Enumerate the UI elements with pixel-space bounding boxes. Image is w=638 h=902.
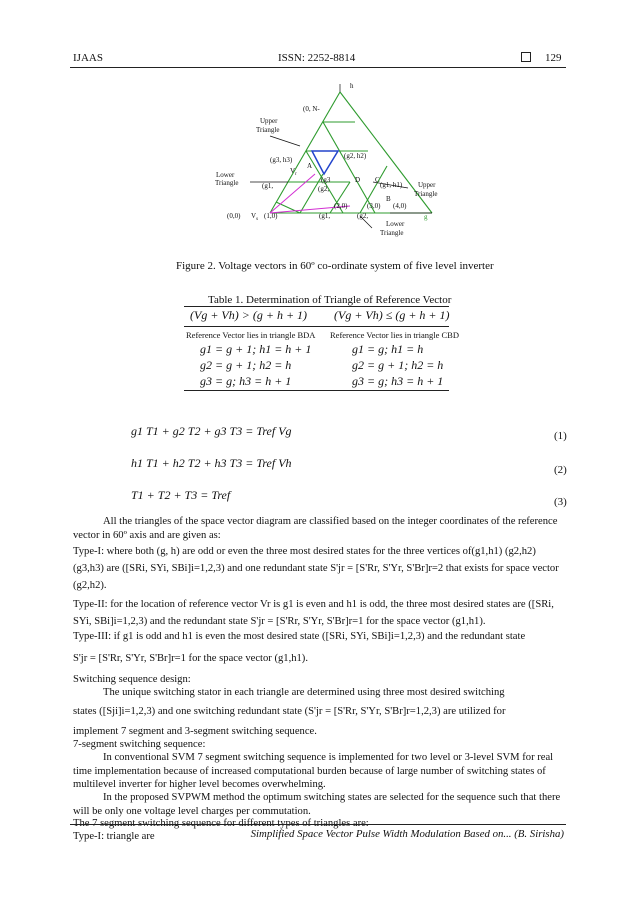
table-cond-right: (Vg + Vh) ≤ (g + h + 1) xyxy=(334,308,450,322)
label-g1-left: (g1, xyxy=(262,182,274,190)
running-footer: Simplified Space Vector Pulse Width Modulation Based on... (B. Sirisha) xyxy=(250,828,564,840)
label-d: D xyxy=(355,176,361,184)
table-cell: g2 = g + 1; h2 = h xyxy=(200,358,292,372)
label-upper-triangle-right: Upper xyxy=(418,181,436,189)
label-g2h2: (g2, h2) xyxy=(344,152,367,160)
label-g1-bottom: (g1, xyxy=(319,212,331,220)
label-lower-triangle-left: Lower xyxy=(216,171,235,179)
equation-1: g1 T1 + g2 T2 + g3 T3 = Tref Vg xyxy=(131,424,292,438)
paragraph-type-2: Type-II: for the location of reference vector Vr is g1 is even and h1 is odd, the three most desired states are ([SRi, SYi, SBi]i=1,2,3) and the redundant state S'jr = [S'Rr, S'Yr, S'Br]r=1 for the space vector (g1,h1). xyxy=(73,599,554,627)
table-col-left xyxy=(200,341,311,389)
heading-switching-sequence-design: Switching sequence design: xyxy=(73,674,191,685)
header-rule xyxy=(70,67,566,68)
label-c: C xyxy=(375,176,380,184)
paragraph-unique-states-c: implement 7 segment and 3-segment switching sequence. xyxy=(73,726,317,737)
journal-name: IJAAS xyxy=(73,52,103,64)
table-col-right xyxy=(352,341,443,389)
label-p30: (3,0) xyxy=(367,202,381,210)
table-sub-left: Reference Vector lies in triangle BDA xyxy=(186,330,316,340)
heading-7-segment: 7-segment switching sequence: xyxy=(73,739,206,750)
svg-text:Triangle: Triangle xyxy=(256,126,280,134)
paragraph-proposed-svpwm: In the proposed SVPWM method the optimum switching states are selected for the sequence such that there will be only one voltage level charges per commutation. xyxy=(73,792,561,817)
label-upper-triangle-left: Upper xyxy=(260,117,278,125)
equation-1-number: (1) xyxy=(554,430,567,442)
svg-text:Triangle: Triangle xyxy=(380,229,404,237)
paragraph-unique-states-b: states ([Sji]i=1,2,3) and one switching redundant state (S'jr = [S'Rr, S'Yr, S'Br]r=1,2,3) are utilized for xyxy=(73,706,506,717)
g-axis-label: g xyxy=(424,213,428,221)
figure-caption: Figure 2. Voltage vectors in 60º co-ordinate system of five level inverter xyxy=(176,260,494,272)
label-a: A xyxy=(307,162,313,170)
label-vs: $V_s$ xyxy=(251,212,259,222)
label-p40: (4,0) xyxy=(393,202,407,210)
table-sub-right: Reference Vector lies in triangle CBD xyxy=(330,330,459,340)
label-b: B xyxy=(386,195,391,203)
equation-2-number: (2) xyxy=(554,464,567,476)
paragraph-type-1-triangle: Type-I: triangle are xyxy=(73,831,155,842)
table-cell: g2 = g + 1; h2 = h xyxy=(352,358,444,372)
svg-text:Triangle: Triangle xyxy=(215,179,239,187)
table-title: Table 1. Determination of Triangle of Reference Vector xyxy=(208,294,452,306)
paragraph-type-1: Type-I: where both (g, h) are odd or even the three most desired states for the three vertices of(g1,h1) (g2,h2) (g3,h3) are ([SRi, SYi, SBi]i=1,2,3) and one redundant state S'jr = [S'Rr, S'Yr, S'Br]r=2 that exists for space vector (g2,h2). xyxy=(73,546,559,591)
checkbox-icon xyxy=(521,52,531,65)
label-g2-bottom: (g2, xyxy=(357,212,369,220)
table-cell: g1 = g + 1; h1 = h + 1 xyxy=(200,342,312,356)
label-vr: $V_r$ xyxy=(290,167,297,177)
label-top: (0, N- xyxy=(303,105,320,113)
equation-2: h1 T1 + h2 T2 + h3 T3 = Tref Vh xyxy=(131,456,292,470)
paragraph-sequence-types: The 7 segment switching sequence for different types of triangles are: xyxy=(73,818,369,829)
table-cell: g1 = g; h1 = h xyxy=(352,342,424,356)
label-g3h3: (g3, h3) xyxy=(270,156,293,164)
label-g2-mid: (g2, xyxy=(318,185,330,193)
h-axis-label: h xyxy=(350,82,354,90)
issn: ISSN: 2252-8814 xyxy=(278,52,356,64)
label-lower-triangle-bottom: Lower xyxy=(386,220,405,228)
label-p00: (0,0) xyxy=(227,212,241,220)
paragraph-type-3b: S'jr = [S'Rr, S'Yr, S'Br]r=1 for the space vector (g1,h1). xyxy=(73,653,308,664)
voltage-vector-diagram xyxy=(200,78,460,248)
paragraph-conventional-svm: In conventional SVM 7 segment switching sequence is implemented for two level or 3-level SVM for real time implementation because of increased computational burden because of large number of switching states of multilevel inverter for higher level becomes overwhelming. xyxy=(73,752,554,790)
equation-3-number: (3) xyxy=(554,496,567,508)
label-p10: (1,0) xyxy=(264,212,278,220)
paragraph-unique-states-a: The unique switching stator in each triangle are determined using three most desired switching xyxy=(103,687,505,698)
table-cell: g3 = g; h3 = h + 1 xyxy=(352,374,444,388)
label-g3-mid: (g3 xyxy=(321,176,331,184)
page-number: 129 xyxy=(545,52,562,64)
label-g1h1: (g1, h1) xyxy=(380,181,403,189)
table-cell: g3 = g; h3 = h + 1 xyxy=(200,374,292,388)
equation-3: T1 + T2 + T3 = Tref xyxy=(131,488,231,502)
paragraph-type-3a: Type-III: if g1 is odd and h1 is even the most desired state ([SRi, SYi, SBi]i=1,2,3) and the redundant state xyxy=(73,631,526,642)
reference-triangle xyxy=(312,151,338,174)
table-cond-left: (Vg + Vh) > (g + h + 1) xyxy=(190,308,308,322)
svg-text:Triangle: Triangle xyxy=(414,190,438,198)
paragraph-classification: All the triangles of the space vector diagram are classified based on the integer coordinates of the reference vector in 60º axis and are given as: xyxy=(73,516,558,541)
label-p20: (2,0) xyxy=(334,202,348,210)
footer-rule xyxy=(70,824,566,825)
